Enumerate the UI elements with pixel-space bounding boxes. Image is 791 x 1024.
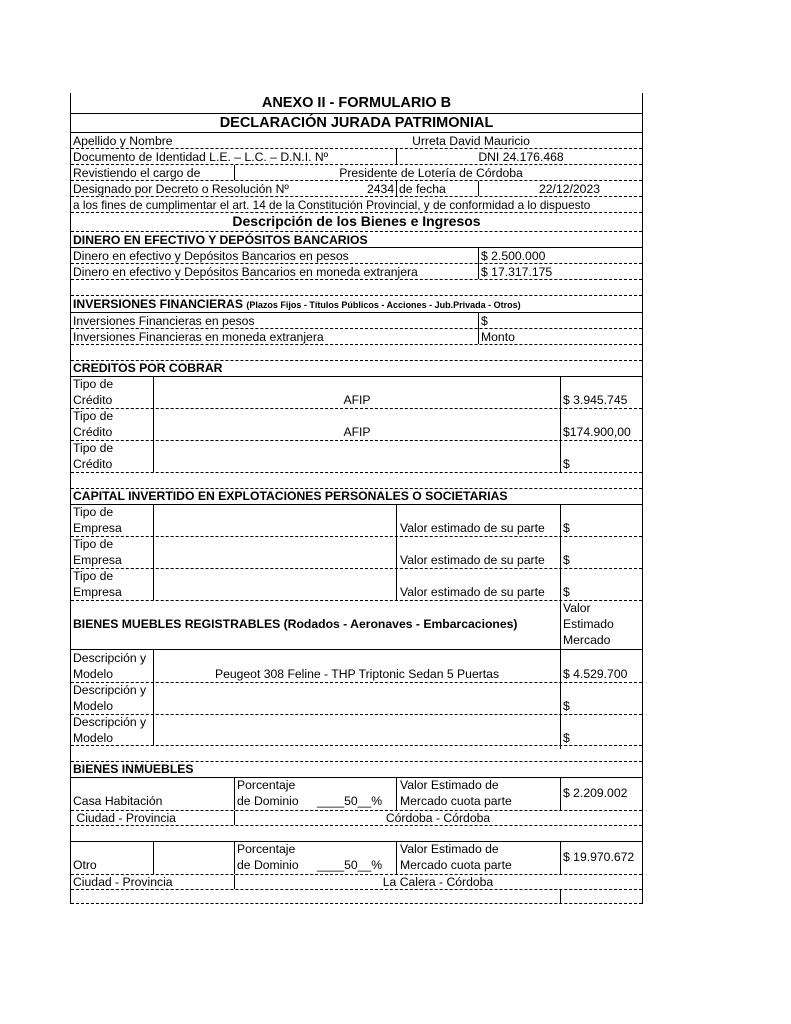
document-value: DNI 24.176.468: [478, 150, 564, 164]
divider: [560, 505, 561, 600]
divider: [71, 279, 642, 280]
property-value: $ 2.209.002: [563, 786, 628, 800]
divider: [560, 601, 561, 749]
property-city: La Calera - Córdoba: [382, 875, 494, 889]
divider: [234, 165, 235, 180]
date-value: 22/12/2023: [539, 182, 600, 196]
ownership-label: de Dominio: [237, 794, 299, 808]
cash-row-label: Dinero en efectivo y Depósitos Bancarios en pesos: [73, 249, 349, 263]
investments-subtitle: (Plazos Fijos - Títulos Públicos - Acciones - Jub.Privada - Otros): [246, 300, 521, 310]
vehicle-label: Descripción y: [73, 651, 147, 665]
divider: [71, 536, 642, 537]
credits-title: CREDITOS POR COBRAR: [73, 361, 223, 375]
divider: [396, 505, 397, 600]
divider: [71, 132, 642, 133]
vehicle-label: Modelo: [73, 667, 113, 681]
cash-row-value: $ 2.500.000: [481, 249, 546, 263]
divider: [71, 440, 642, 441]
ownership-label: de Dominio: [237, 858, 299, 872]
divider: [71, 600, 642, 601]
company-type-label: Empresa: [73, 553, 122, 567]
divider: [396, 778, 397, 810]
value-header: Mercado: [563, 633, 611, 647]
estimate-label: Valor estimado de su parte: [400, 585, 545, 599]
divider: [234, 778, 235, 810]
investment-row-value: $: [481, 314, 488, 328]
date-label: de fecha: [399, 182, 446, 196]
credit-value: $: [563, 457, 570, 471]
company-type-label: Empresa: [73, 521, 122, 535]
vehicle-label: Modelo: [73, 731, 113, 745]
vehicle-value: $: [563, 731, 570, 745]
decree-number: 2434: [367, 182, 395, 196]
divider: [560, 377, 561, 472]
vehicle-label: Modelo: [73, 699, 113, 713]
divider: [71, 164, 642, 165]
divider: [478, 181, 479, 196]
vehicle-description: Peugeot 308 Feline - THP Triptonic Sedan 5 Puertas: [214, 667, 500, 681]
divider: [560, 890, 561, 904]
ownership-percent: ____50__%: [317, 858, 383, 872]
credit-type-value: AFIP: [343, 393, 371, 407]
role-label: Revistiendo el cargo de: [73, 166, 201, 180]
divider: [71, 889, 642, 890]
divider: [71, 903, 642, 904]
property-value: $ 19.970.672: [563, 850, 635, 864]
investments-title: [73, 297, 521, 312]
estimate-label: Valor estimado de su parte: [400, 553, 545, 567]
divider: [560, 842, 561, 874]
vehicle-value: $: [563, 699, 570, 713]
divider: [153, 505, 154, 600]
market-label: Mercado cuota parte: [400, 858, 512, 872]
investment-row-label: Inversiones Financieras en pesos: [73, 314, 255, 328]
document-label: Documento de Identidad L.E. – L.C. – D.N.I. Nº: [73, 150, 329, 164]
capital-title: CAPITAL INVERTIDO EN EXPLOTACIONES PERSONALES O SOCIETARIAS: [73, 489, 508, 503]
divider: [71, 376, 642, 377]
cash-title: DINERO EN EFECTIVO Y DEPÓSITOS BANCARIOS: [73, 233, 368, 247]
property-kind: Otro: [73, 858, 97, 872]
divider: [71, 568, 642, 569]
value-header: Valor: [563, 601, 591, 615]
divider: [71, 196, 642, 197]
city-label: Ciudad - Provincia: [73, 875, 173, 889]
divider: [396, 842, 397, 874]
divider: [71, 408, 642, 409]
divider: [71, 148, 642, 149]
divider: [71, 247, 642, 248]
city-label: Ciudad - Provincia: [73, 811, 176, 825]
divider: [153, 650, 154, 745]
description-title: Descripción de los Bienes e Ingresos: [232, 213, 481, 229]
form-title: DECLARACIÓN JURADA PATRIMONIAL: [219, 115, 494, 131]
cash-row-value: $ 17.317.175: [481, 265, 553, 279]
real-estate-title: BIENES INMUEBLES: [73, 762, 194, 776]
divider: [71, 312, 642, 313]
divider: [396, 181, 397, 196]
market-label: Mercado cuota parte: [400, 794, 512, 808]
company-type-label: Tipo de: [73, 569, 114, 583]
investments-title-main: INVERSIONES FINANCIERAS: [73, 297, 243, 311]
divider: [396, 149, 397, 164]
divider: [71, 472, 642, 473]
divider: [71, 649, 642, 650]
investment-row-label: Inversiones Financieras en moneda extranjera: [73, 330, 324, 344]
company-type-label: Empresa: [73, 585, 122, 599]
movables-title: BIENES MUEBLES REGISTRABLES (Rodados - Aeronaves - Embarcaciones): [73, 617, 518, 631]
credit-type-label: Tipo de: [73, 377, 114, 391]
credit-type-label: Crédito: [73, 457, 113, 471]
divider: [71, 263, 642, 264]
vehicle-label: Descripción y: [73, 715, 147, 729]
divider: [234, 842, 235, 874]
property-city: Córdoba - Córdoba: [385, 811, 491, 825]
credit-type-label: Tipo de: [73, 441, 114, 455]
value-header: Estimado: [563, 617, 614, 631]
divider: [71, 825, 642, 826]
ownership-label: Porcentaje: [237, 842, 296, 856]
decree-label: Designado por Decreto o Resolución Nº: [73, 182, 289, 196]
divider: [71, 231, 642, 232]
cash-row-label: Dinero en efectivo y Depósitos Bancarios en moneda extranjera: [73, 265, 418, 279]
divider: [71, 180, 642, 181]
investment-row-value: Monto: [481, 330, 515, 344]
declaration-form: [70, 93, 643, 904]
credit-type-label: Tipo de: [73, 409, 114, 423]
capital-value: $: [563, 553, 570, 567]
vehicle-value: $ 4.529.700: [563, 667, 628, 681]
vehicle-label: Descripción y: [73, 683, 147, 697]
capital-value: $: [563, 585, 570, 599]
property-kind: Casa Habitación: [73, 794, 163, 808]
divider: [71, 682, 642, 683]
divider: [71, 504, 642, 505]
name-label: Apellido y Nombre: [73, 134, 173, 148]
ownership-percent: ____50__%: [317, 794, 383, 808]
credit-type-value: AFIP: [343, 425, 371, 439]
ownership-label: Porcentaje: [237, 778, 296, 792]
divider: [71, 295, 642, 296]
credit-value: $ 3.945.745: [563, 393, 628, 407]
divider: [71, 328, 642, 329]
divider: [71, 745, 642, 746]
divider: [71, 777, 642, 778]
purpose-text: a los fines de cumplimentar el art. 14 de la Constitución Provincial, y de conformidad a lo dispuesto: [73, 198, 591, 212]
credit-type-label: Crédito: [73, 425, 113, 439]
credit-value: $174.900,00: [563, 425, 631, 439]
divider: [71, 714, 642, 715]
company-type-label: Tipo de: [73, 505, 114, 519]
divider: [560, 778, 561, 810]
company-type-label: Tipo de: [73, 537, 114, 551]
credit-type-label: Crédito: [73, 393, 113, 407]
role-value: Presidente de Lotería de Córdoba: [339, 166, 523, 180]
divider: [153, 842, 154, 874]
divider: [71, 344, 642, 345]
annex-title: ANEXO II - FORMULARIO B: [261, 95, 452, 111]
divider: [71, 841, 642, 842]
capital-value: $: [563, 521, 570, 535]
name-value: Urreta David Mauricio: [412, 134, 530, 148]
market-label: Valor Estimado de: [400, 842, 499, 856]
market-label: Valor Estimado de: [400, 778, 499, 792]
estimate-label: Valor estimado de su parte: [400, 521, 545, 535]
